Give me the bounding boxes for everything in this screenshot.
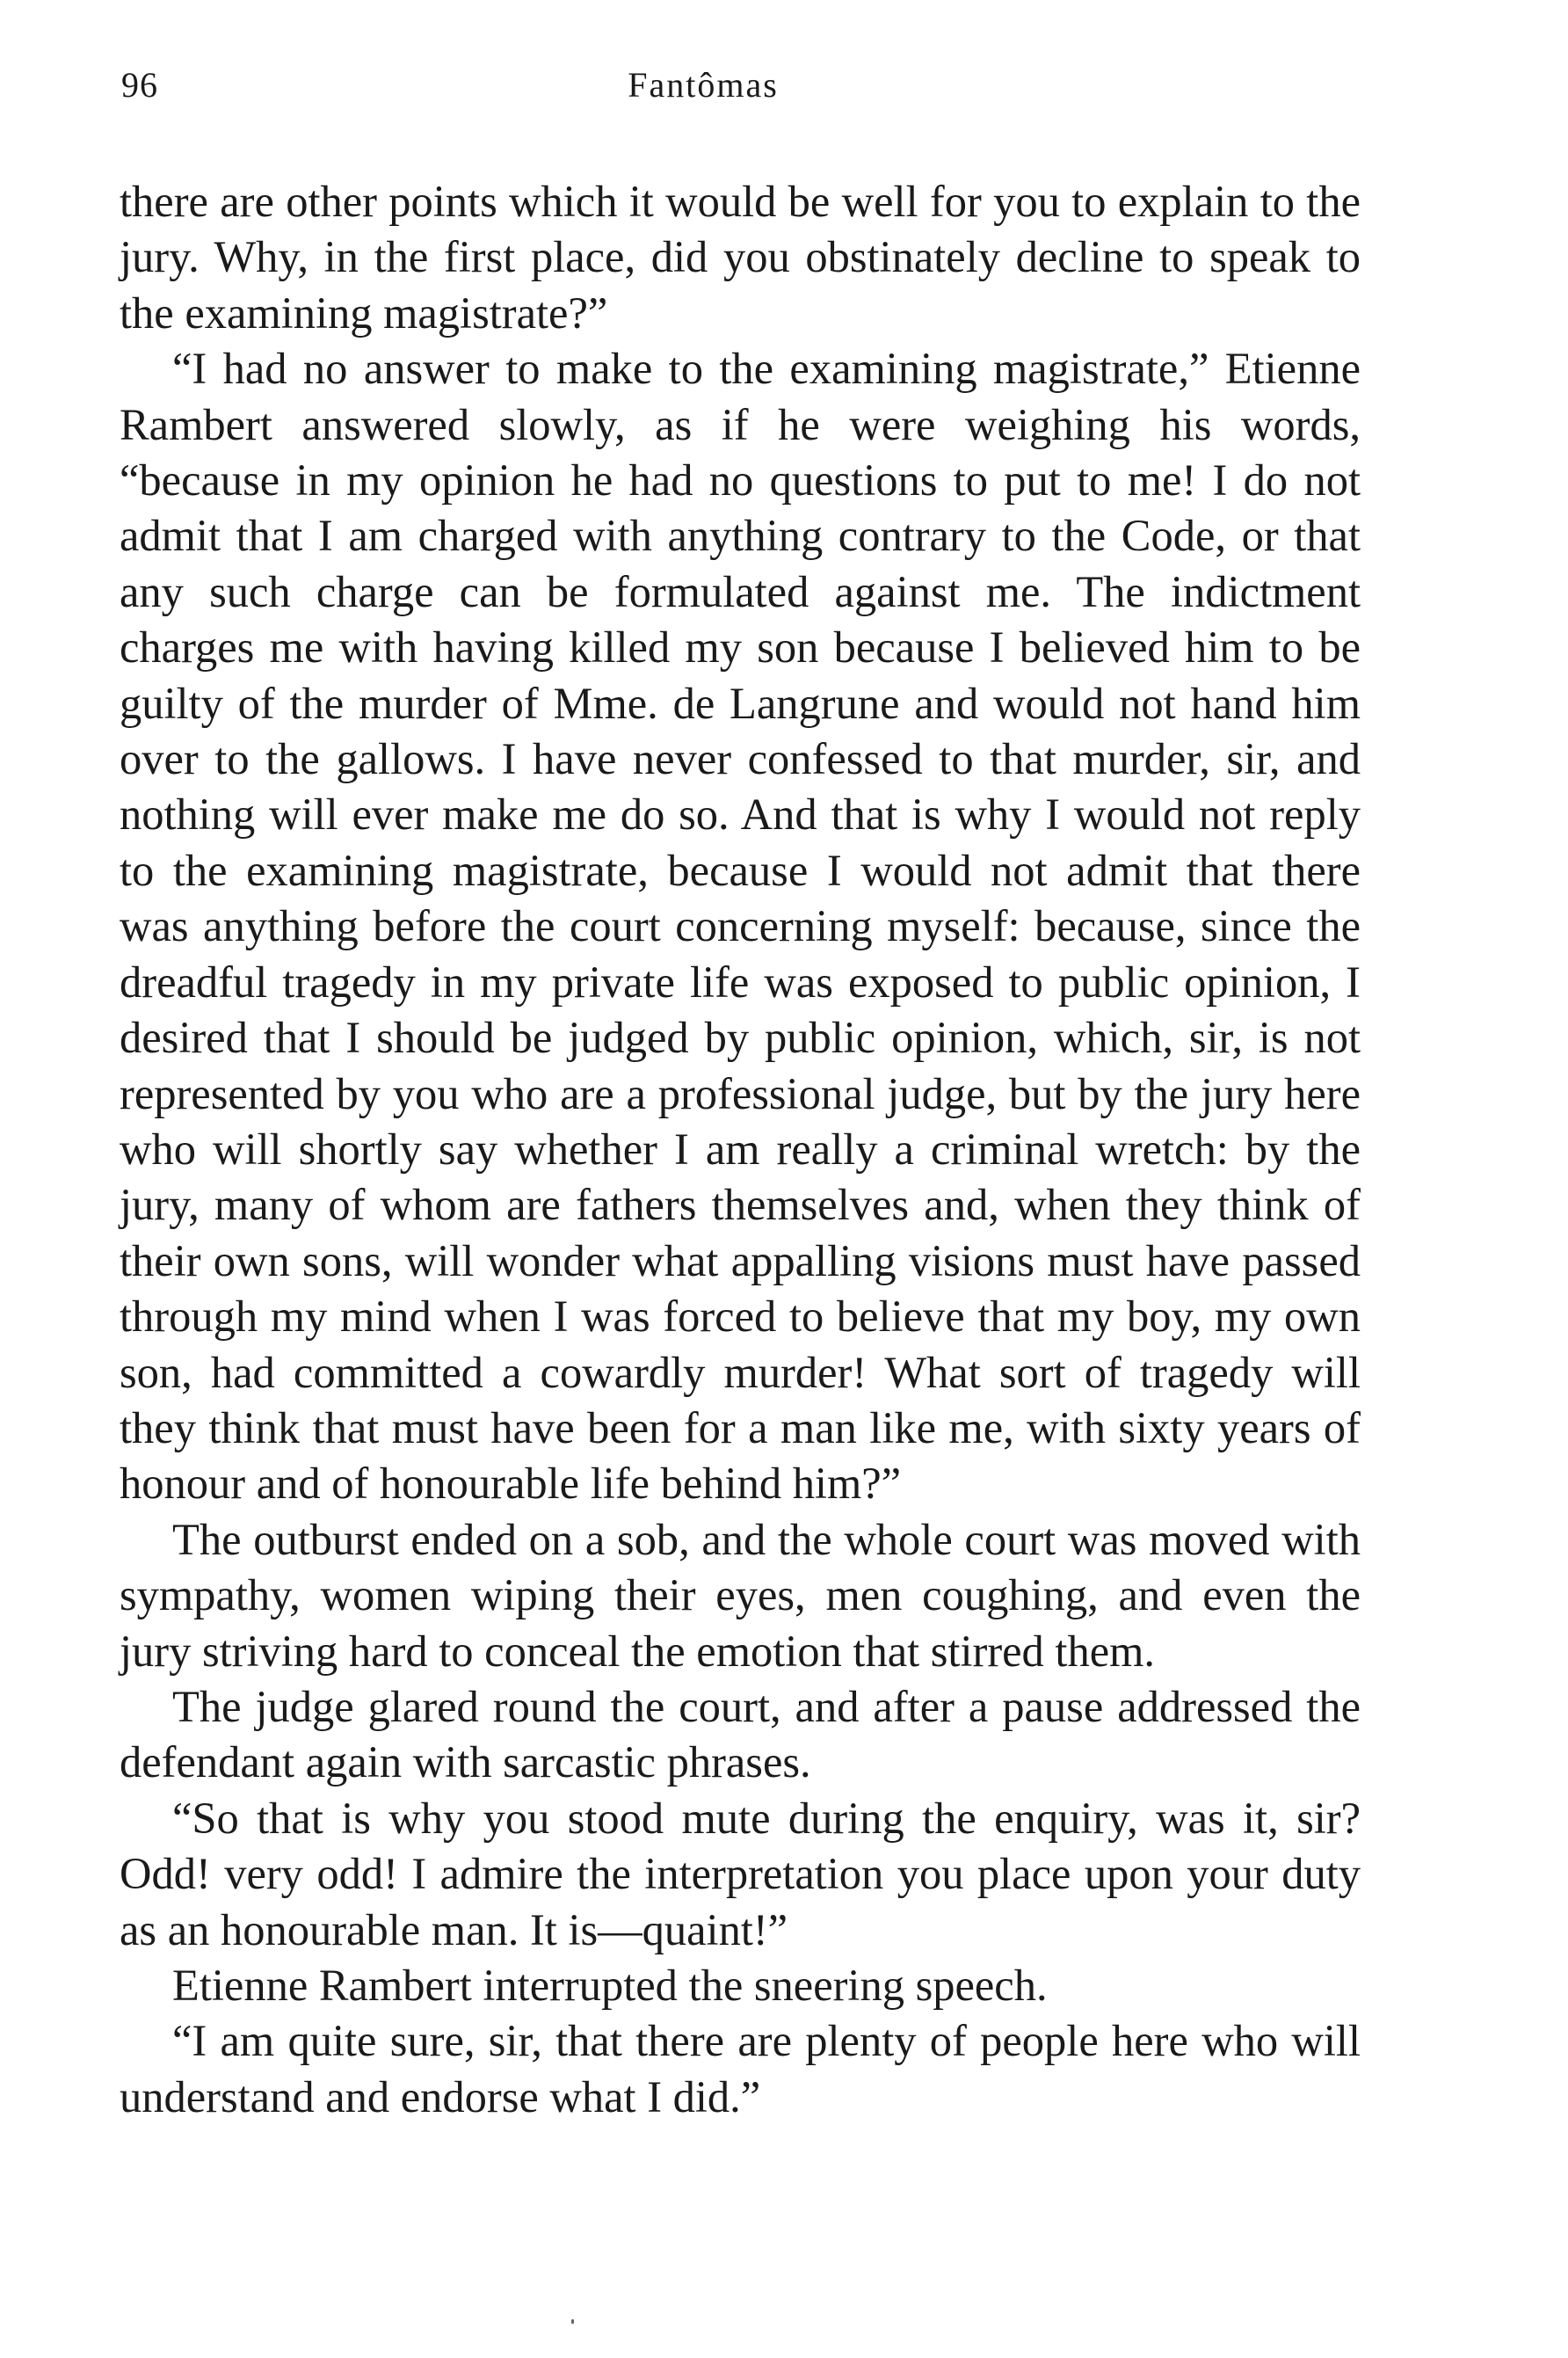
paragraph-continued: there are other points which it would be well for you to explain to the jury. Why, in the first place, did you obstinately decline to speak to the examining magistrate?” — [120, 177, 1361, 338]
running-title: Fantômas — [628, 65, 779, 105]
paragraph: “I am quite sure, sir, that there are plenty of people here who will understand and endorse what I did.” — [120, 2016, 1361, 2121]
paragraph: The judge glared round the court, and after a pause addressed the defendant again with sarcastic phrases. — [120, 1681, 1361, 1787]
scan-speck — [571, 2319, 574, 2324]
paragraph: The outburst ended on a sob, and the whole court was moved with sympathy, women wiping their eyes, men coughing, and even the jury striving hard to conceal the emotion that stirred them. — [120, 1514, 1361, 1676]
paragraph: “So that is why you stood mute during the enquiry, was it, sir? Odd! very odd! I admire the interpretation you place upon your duty as an honourable man. It is—quaint!” — [120, 1793, 1361, 1954]
page-number: 96 — [121, 65, 158, 105]
body-text — [120, 174, 1361, 2125]
running-head — [0, 55, 1568, 116]
paragraph: Etienne Rambert interrupted the sneering speech. — [172, 1961, 1048, 2010]
paragraph: “I had no answer to make to the examining magistrate,” Etienne Rambert answered slowly, as if he were weighing his words, “because in my opinion he had no questions to put to me! I do not admit that I am charged with anything contrary to the Code, or that any such charge can be formulated against me. The indictment charges me with having killed my son because I believed him to be guilty of the murder of Mme. de Langrune and would not hand him over to the gallows. I have never confessed to that murder, sir, and nothing will ever make me do so. And that is why I would not reply to the examining magistrate, because I would not admit that there was anything before the court concerning myself: because, since the dreadful tragedy in my private life was exposed to public opinion, I desired that I should be judged by public opinion, which, sir, is not represented by you who are a professional judge, but by the jury here who will shortly say whether I am really a criminal wretch: by the jury, many of whom are fathers themselves and, when they think of their own sons, will wonder what appalling visions must have passed through my mind when I was forced to believe that my boy, my own son, had committed a cowardly murder! What sort of tragedy will they think that must have been for a man like me, with sixty years of honour and of honourable life behind him?” — [120, 344, 1361, 1509]
